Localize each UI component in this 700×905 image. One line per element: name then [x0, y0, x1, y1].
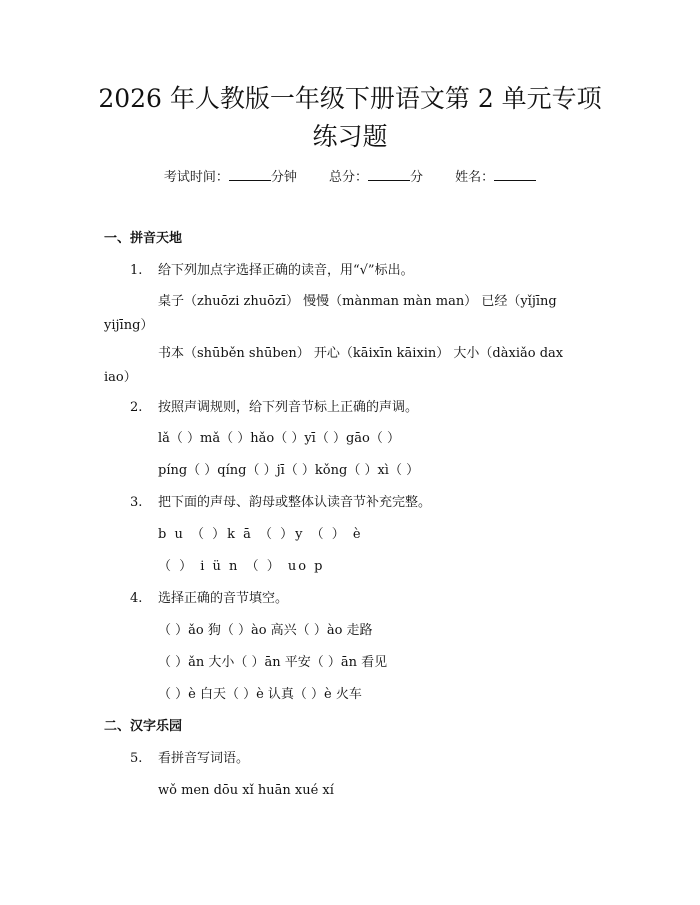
question-1-line-2: 书本（shūběn shūben） 开心（kāixīn kāixin） 大小（dàxiǎo daxiao） — [104, 346, 564, 385]
total-score-field — [329, 170, 423, 185]
question-3-line-1: b u （ ）k ā （ ）y （ ） è — [158, 527, 363, 542]
name-label: 姓名： — [455, 170, 495, 185]
question-text: 选择正确的音节填空。 — [158, 591, 289, 606]
name-field — [455, 170, 536, 185]
question-number: 4. — [130, 591, 143, 606]
question-1-line-1: 桌子（zhuōzi zhuōzī） 慢慢（mànman màn man） 已经（yǐjīng yijīng） — [104, 294, 557, 333]
name-blank — [494, 169, 536, 181]
question-4 — [130, 590, 288, 608]
question-4-line-1: （ ）ǎo 狗（ ）ào 高兴（ ）ào 走路 — [158, 623, 373, 638]
question-text: 按照声调规则，给下列音节标上正确的声调。 — [158, 400, 419, 415]
title-line-1: 2026 年人教版一年级下册语文第 2 单元专项 — [98, 84, 602, 113]
question-1 — [130, 262, 414, 280]
title-line-2: 练习题 — [312, 122, 388, 151]
exam-time-unit: 分钟 — [270, 170, 297, 185]
question-2-line-2: píng（ ）qíng（ ）jī（ ）kǒng（ ）xì（ ） — [158, 463, 420, 478]
question-2 — [130, 399, 418, 417]
question-text: 看拼音写词语。 — [158, 751, 250, 766]
question-2-line-1: lǎ（ ）mǎ（ ）hǎo（ ）yī（ ）gāo（ ） — [158, 431, 400, 446]
section-heading-pinyin: 一、拼音天地 — [104, 231, 183, 246]
total-score-unit: 分 — [410, 170, 424, 185]
question-4-line-3: （ ）è 白天（ ）è 认真（ ）è 火车 — [158, 687, 362, 702]
exam-time-field — [164, 170, 297, 185]
question-number: 3. — [130, 495, 143, 510]
question-number: 2. — [130, 400, 143, 415]
total-score-label: 总分： — [328, 170, 368, 185]
question-5-line-1: wǒ men dōu xǐ huān xué xí — [158, 783, 334, 798]
question-5 — [130, 750, 249, 768]
question-number: 1. — [130, 263, 143, 278]
exam-time-blank — [229, 169, 271, 181]
question-text: 把下面的声母、韵母或整体认读音节补充完整。 — [158, 495, 432, 510]
question-3 — [130, 494, 431, 512]
question-text: 给下列加点字选择正确的读音，用“√”标出。 — [158, 263, 414, 278]
page-title — [60, 80, 640, 156]
total-score-blank — [368, 169, 410, 181]
question-number: 5. — [130, 751, 143, 766]
exam-meta — [0, 169, 700, 187]
exam-time-label: 考试时间： — [163, 170, 229, 185]
question-4-line-2: （ ）ǎn 大小（ ）ān 平安（ ）ān 看见 — [158, 655, 388, 670]
question-3-line-2: （ ） i ü n （ ） uo p — [158, 559, 325, 574]
section-heading-characters: 二、汉字乐园 — [104, 719, 183, 734]
